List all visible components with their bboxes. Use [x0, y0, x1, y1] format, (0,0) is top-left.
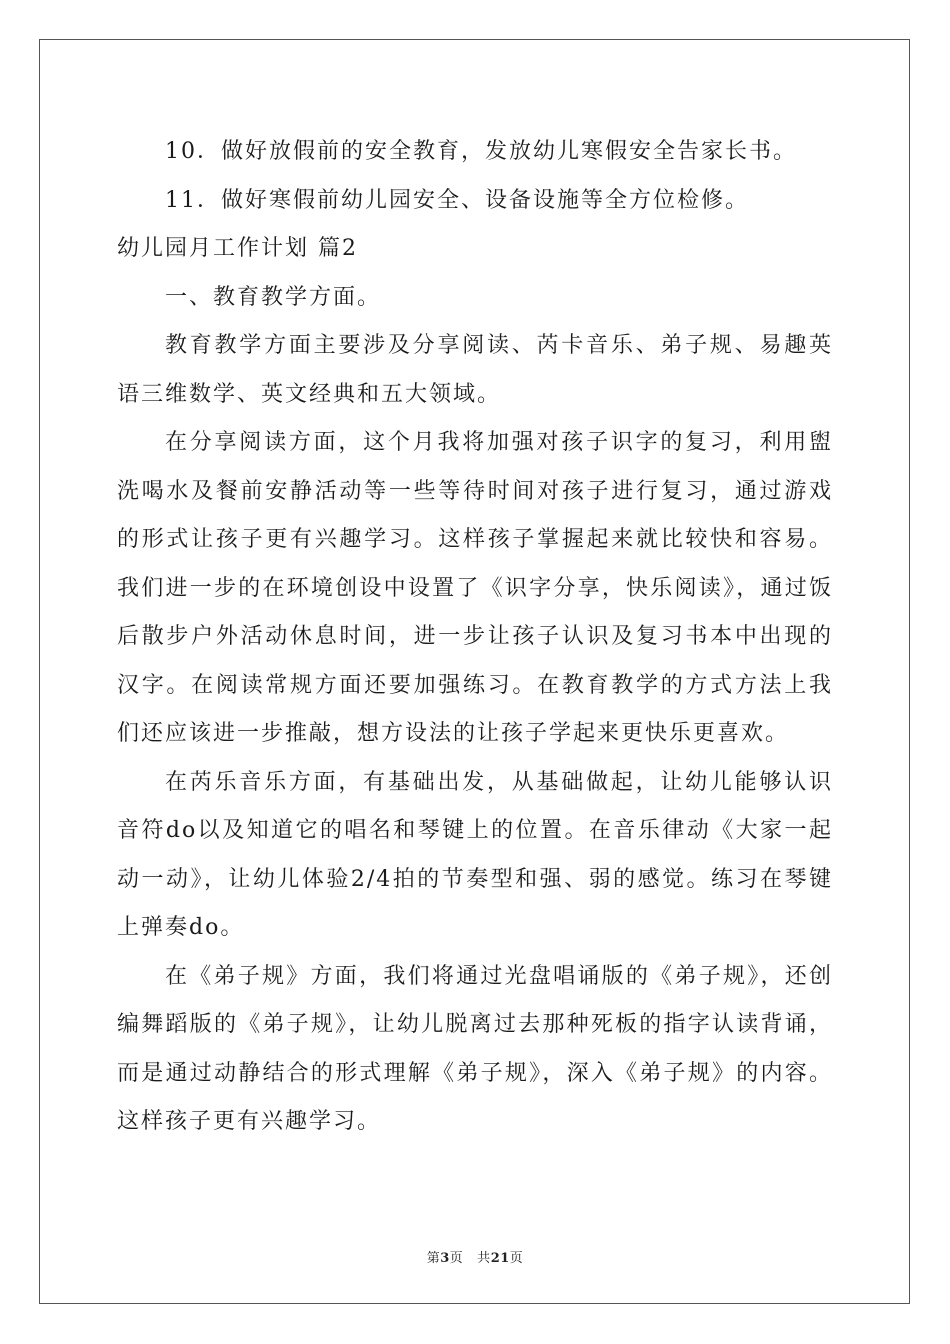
list-item-10: 10．做好放假前的安全教育，发放幼儿寒假安全告家长书。: [165, 139, 797, 164]
paragraph-overview: 教育教学方面主要涉及分享阅读、芮卡音乐、弟子规、易趣英语三维数学、英文经典和五大领域。: [117, 333, 833, 407]
subsection-heading: 一、教育教学方面。: [165, 284, 382, 310]
total-page-count: 21: [490, 1251, 510, 1266]
paragraph-dizigui: 在《弟子规》方面，我们将通过光盘唱诵版的《弟子规》，还创编舞蹈版的《弟子规》，让幼儿脱离过去那种死板的指字认读背诵，而是通过动静结合的形式理解《弟子规》，深入《弟子规》的内容。这样孩子更有兴趣学习。: [117, 963, 833, 1134]
current-page-number: 3: [440, 1251, 450, 1266]
page-prefix: 第: [426, 1251, 441, 1266]
total-prefix: 共: [477, 1251, 491, 1266]
page-footer: [0, 1247, 950, 1266]
page-suffix: 页: [449, 1251, 464, 1266]
section-heading: 幼儿园月工作计划 篇2: [117, 236, 358, 261]
document-body: [117, 128, 833, 1147]
paragraph-reading: 在分享阅读方面，这个月我将加强对孩子识字的复习，利用盥洗喝水及餐前安静活动等一些等待时间对孩子进行复习，通过游戏的形式让孩子更有兴趣学习。这样孩子掌握起来就比较快和容易。我们进一步的在环境创设中设置了《识字分享，快乐阅读》，通过饭后散步户外活动休息时间，进一步让孩子认识及复习书本中出现的汉字。在阅读常规方面还要加强练习。在教育教学的方式方法上我们还应该进一步推敲，想方设法的让孩子学起来更快乐更喜欢。: [117, 430, 833, 746]
list-item-11: 11．做好寒假前幼儿园安全、设备设施等全方位检修。: [165, 187, 749, 213]
paragraph-music: 在芮乐音乐方面，有基础出发，从基础做起，让幼儿能够认识音符do以及知道它的唱名和琴键上的位置。在音乐律动《大家一起动一动》，让幼儿体验2/4拍的节奏型和强、弱的感觉。练习在琴键上弹奏do。: [117, 769, 833, 940]
total-suffix: 页: [509, 1251, 524, 1266]
